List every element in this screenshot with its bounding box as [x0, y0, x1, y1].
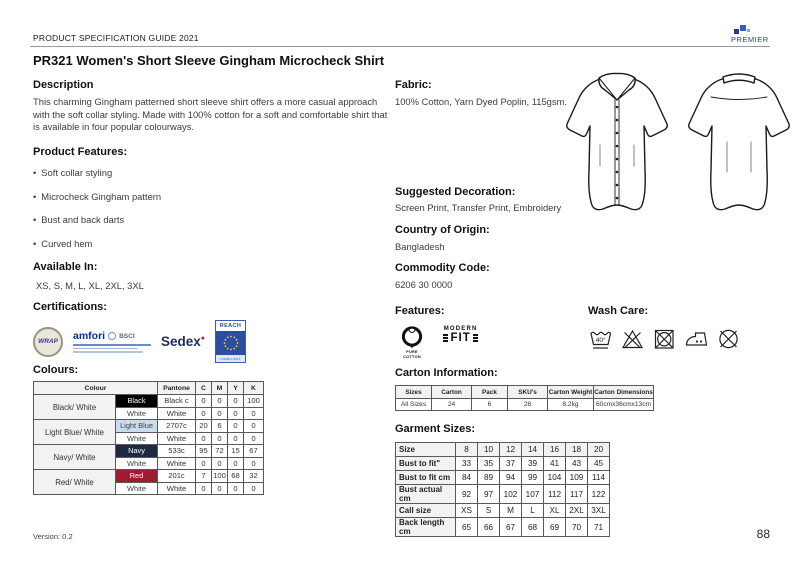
bullet-icon: •	[33, 190, 37, 202]
table-row	[396, 457, 610, 471]
row-label: Back length cm	[396, 518, 456, 537]
size-value: 20	[588, 443, 610, 457]
size-value: 14	[522, 443, 544, 457]
page-title: PR321 Women's Short Sleeve Gingham Microcheck Shirt	[33, 53, 385, 68]
amfori-cert-logo	[73, 330, 151, 353]
row-label: Size	[396, 443, 456, 457]
table-row	[34, 420, 264, 433]
cmyk-m: 0	[212, 395, 228, 408]
col-colour: Colour	[34, 382, 158, 395]
table-row	[396, 399, 654, 411]
colour-swatch: Navy	[116, 445, 158, 458]
modern-fit-label-bottom: FIT	[450, 332, 471, 344]
country-of-origin-heading: Country of Origin:	[395, 224, 490, 236]
size-value: 122	[588, 485, 610, 504]
size-value: 69	[544, 518, 566, 537]
col-skus: SKU's	[508, 386, 548, 399]
size-value: 71	[588, 518, 610, 537]
size-value: 102	[500, 485, 522, 504]
pure-cotton-icon	[395, 325, 429, 359]
iron-two-dots-icon	[684, 326, 709, 352]
table-row	[396, 504, 610, 518]
feature-text: Microcheck Gingham pattern	[41, 190, 162, 202]
table-row	[396, 485, 610, 504]
pantone-value: 201c	[158, 470, 196, 483]
cmyk-y: 15	[228, 445, 244, 458]
colours-section	[33, 364, 264, 495]
cmyk-m: 6	[212, 420, 228, 433]
size-value: M	[500, 504, 522, 518]
svg-text:40°: 40°	[595, 337, 606, 345]
carton-information-section	[395, 367, 654, 411]
bullet-icon: •	[33, 237, 37, 249]
feature-text: Bust and back darts	[41, 214, 125, 225]
size-value: 92	[456, 485, 478, 504]
size-value: 104	[544, 471, 566, 485]
col-pantone: Pantone	[158, 382, 196, 395]
description-heading: Description	[33, 79, 94, 91]
reach-eu-stars-icon	[216, 331, 245, 355]
sedex-cert-logo	[161, 334, 205, 349]
available-in-sizes: XS, S, M, L, XL, 2XL, 3XL	[36, 280, 144, 291]
row-label: Bust to fit cm	[396, 471, 456, 485]
feature-item	[33, 167, 389, 178]
size-value: 94	[500, 471, 522, 485]
cmyk-y: 0	[228, 432, 244, 445]
size-value: 109	[566, 471, 588, 485]
size-value: 18	[566, 443, 588, 457]
size-value: 89	[478, 471, 500, 485]
do-not-dry-clean-icon	[716, 326, 741, 352]
size-value: 70	[566, 518, 588, 537]
amfori-smallprint	[73, 344, 151, 353]
row-label: Call size	[396, 504, 456, 518]
table-row	[34, 470, 264, 483]
col-pack: Pack	[472, 386, 508, 399]
cmyk-c: 20	[196, 420, 212, 433]
available-in-heading: Available In:	[33, 261, 98, 273]
colours-heading: Colours:	[33, 364, 79, 376]
product-features-heading: Product Features:	[33, 146, 128, 158]
amfori-globe-icon	[108, 332, 116, 340]
colour-name: Red/ White	[34, 470, 116, 495]
certifications-section	[33, 301, 246, 363]
carton-information-heading: Carton Information:	[395, 367, 498, 379]
cmyk-k: 0	[244, 482, 264, 495]
size-value: 84	[456, 471, 478, 485]
table-row	[396, 471, 610, 485]
cmyk-m: 0	[212, 482, 228, 495]
carton-dimensions: 60cmx36cmx13cm	[594, 399, 654, 411]
country-of-origin-text: Bangladesh	[395, 241, 445, 252]
premier-logo-text: PREMIER	[731, 35, 769, 44]
size-value: 35	[478, 457, 500, 471]
table-row	[396, 518, 610, 537]
cmyk-c: 0	[196, 457, 212, 470]
cmyk-c: 0	[196, 432, 212, 445]
carton-qty: 24	[432, 399, 472, 411]
do-not-bleach-icon	[620, 326, 645, 352]
col-k: K	[244, 382, 264, 395]
colour-name: Black/ White	[34, 395, 116, 420]
version-label: Version: 0.2	[33, 532, 73, 541]
size-value: 97	[478, 485, 500, 504]
colour-name: Navy/ White	[34, 445, 116, 470]
size-value: 16	[544, 443, 566, 457]
size-value: 43	[566, 457, 588, 471]
premier-logo	[731, 25, 769, 44]
row-label: Bust to fit"	[396, 457, 456, 471]
cmyk-c: 0	[196, 395, 212, 408]
garment-sizes-heading: Garment Sizes:	[395, 423, 476, 435]
feature-text: Soft collar styling	[41, 167, 113, 178]
size-value: 12	[500, 443, 522, 457]
certifications-heading: Certifications:	[33, 301, 107, 313]
colour-swatch: White	[116, 407, 158, 420]
pure-cotton-label: PURE COTTON	[403, 350, 421, 359]
features-heading: Features:	[395, 305, 445, 317]
cmyk-k: 0	[244, 420, 264, 433]
colours-header-row	[34, 382, 264, 395]
amfori-cert-text: amfori	[73, 330, 106, 343]
feature-item	[33, 214, 389, 225]
col-c: C	[196, 382, 212, 395]
table-row	[34, 445, 264, 458]
page-number: 88	[756, 527, 770, 541]
size-value: 8	[456, 443, 478, 457]
reach-cert-logo	[215, 320, 246, 363]
do-not-tumble-dry-icon	[652, 326, 677, 352]
size-value: S	[478, 504, 500, 518]
cmyk-c: 7	[196, 470, 212, 483]
fabric-text: 100% Cotton, Yarn Dyed Poplin, 115gsm.	[395, 96, 567, 107]
col-sizes: Sizes	[396, 386, 432, 399]
suggested-decoration-heading: Suggested Decoration:	[395, 186, 516, 198]
size-value: 45	[588, 457, 610, 471]
size-value: 117	[566, 485, 588, 504]
commodity-code-heading: Commodity Code:	[395, 262, 490, 274]
cmyk-k: 0	[244, 457, 264, 470]
available-in-section	[33, 261, 144, 293]
cmyk-c: 0	[196, 407, 212, 420]
feature-item	[33, 191, 389, 202]
commodity-code-text: 6206 30 0000	[395, 279, 453, 290]
fabric-heading: Fabric:	[395, 79, 432, 91]
pantone-value: White	[158, 407, 196, 420]
colour-name: Light Blue/ White	[34, 420, 116, 445]
wash-care-section	[588, 305, 741, 352]
modern-fit-label-top: MODERN	[443, 326, 478, 332]
row-label: Bust actual cm	[396, 485, 456, 504]
description-section	[33, 79, 389, 134]
pantone-value: 533c	[158, 445, 196, 458]
carton-table	[395, 385, 654, 411]
colour-swatch: White	[116, 457, 158, 470]
cmyk-y: 0	[228, 395, 244, 408]
cmyk-k: 0	[244, 407, 264, 420]
cmyk-y: 0	[228, 482, 244, 495]
modern-fit-lines-right	[473, 334, 478, 341]
cmyk-m: 0	[212, 432, 228, 445]
cmyk-k: 100	[244, 395, 264, 408]
size-value: 33	[456, 457, 478, 471]
wrap-cert-icon	[33, 327, 63, 357]
amfori-bsci-text: BSCI	[119, 332, 135, 340]
col-y: Y	[228, 382, 244, 395]
carton-header-row	[396, 386, 654, 399]
size-value: 68	[522, 518, 544, 537]
wash-40-icon	[588, 326, 613, 352]
colour-swatch: White	[116, 432, 158, 445]
premier-logo-icon	[731, 25, 769, 35]
cmyk-m: 0	[212, 457, 228, 470]
features-section	[395, 305, 478, 359]
carton-skus: 28	[508, 399, 548, 411]
garment-sizes-section	[395, 423, 610, 537]
feature-text: Curved hem	[41, 237, 93, 249]
wash-care-heading: Wash Care:	[588, 305, 649, 317]
pantone-value: White	[158, 457, 196, 470]
cmyk-k: 32	[244, 470, 264, 483]
size-value: 67	[500, 518, 522, 537]
pantone-value: 2707c	[158, 420, 196, 433]
wrap-cert-text: WRAP	[38, 338, 58, 345]
size-value: 10	[478, 443, 500, 457]
colours-table	[33, 381, 264, 495]
cmyk-c: 95	[196, 445, 212, 458]
header-divider	[30, 46, 770, 47]
pantone-value: White	[158, 482, 196, 495]
size-value: 66	[478, 518, 500, 537]
modern-fit-icon	[443, 326, 478, 344]
reach-cert-title: REACH	[216, 321, 245, 331]
colour-swatch: Light Blue	[116, 420, 158, 433]
suggested-decoration-section	[395, 186, 695, 215]
table-row	[34, 395, 264, 408]
size-value: L	[522, 504, 544, 518]
carton-weight: 8.2kg	[548, 399, 594, 411]
cmyk-k: 0	[244, 432, 264, 445]
size-value: 65	[456, 518, 478, 537]
cmyk-y: 0	[228, 457, 244, 470]
carton-pack: 6	[472, 399, 508, 411]
suggested-decoration-text: Screen Print, Transfer Print, Embroidery	[395, 202, 562, 213]
pantone-value: Black c	[158, 395, 196, 408]
size-value: XL	[544, 504, 566, 518]
bullet-icon: •	[33, 167, 37, 178]
colour-swatch: Red	[116, 470, 158, 483]
col-carton: Carton	[432, 386, 472, 399]
cmyk-m: 100	[213, 471, 226, 481]
size-value: 3XL	[588, 504, 610, 518]
cmyk-k: 67	[244, 445, 264, 458]
col-carton-weight: Carton Weight	[548, 386, 594, 399]
description-text: This charming Gingham patterned short sleeve shirt offers a more casual approach with the soft collar styling. Made with 100% cotton for a soft and comfortable shirt that is available in four popular colourways.	[33, 96, 388, 132]
col-carton-dimensions: Carton Dimensions	[594, 386, 654, 399]
feature-item	[33, 238, 389, 249]
bullet-icon: •	[33, 214, 37, 225]
sedex-dot-icon: ●	[200, 335, 206, 342]
header-caption: PRODUCT SPECIFICATION GUIDE 2021	[33, 33, 199, 43]
product-features-section	[33, 146, 389, 261]
col-m: M	[212, 382, 228, 395]
country-of-origin-section	[395, 224, 490, 254]
size-value: 37	[500, 457, 522, 471]
colour-swatch: Black	[116, 395, 158, 408]
carton-sizes: All Sizes	[396, 399, 432, 411]
reach-cert-footer: COMPLIANT	[216, 355, 245, 362]
size-value: XS	[456, 504, 478, 518]
pantone-value: White	[158, 432, 196, 445]
size-value: 99	[522, 471, 544, 485]
cmyk-m: 72	[212, 445, 228, 458]
cmyk-y: 0	[228, 407, 244, 420]
size-value: 114	[588, 471, 610, 485]
colour-swatch: White	[116, 482, 158, 495]
modern-fit-lines-left	[443, 334, 448, 341]
cmyk-c: 0	[196, 482, 212, 495]
size-value: 107	[522, 485, 544, 504]
cmyk-y: 0	[228, 420, 244, 433]
size-value: 39	[522, 457, 544, 471]
sedex-cert-text: Sedex	[161, 334, 201, 349]
cmyk-m: 0	[212, 407, 228, 420]
commodity-code-section	[395, 262, 490, 292]
size-value: 41	[544, 457, 566, 471]
garment-sizes-table	[395, 442, 610, 537]
size-value: 112	[544, 485, 566, 504]
fabric-section	[395, 79, 570, 109]
table-row	[396, 443, 610, 457]
cmyk-y: 68	[228, 470, 244, 483]
size-value: 2XL	[566, 504, 588, 518]
